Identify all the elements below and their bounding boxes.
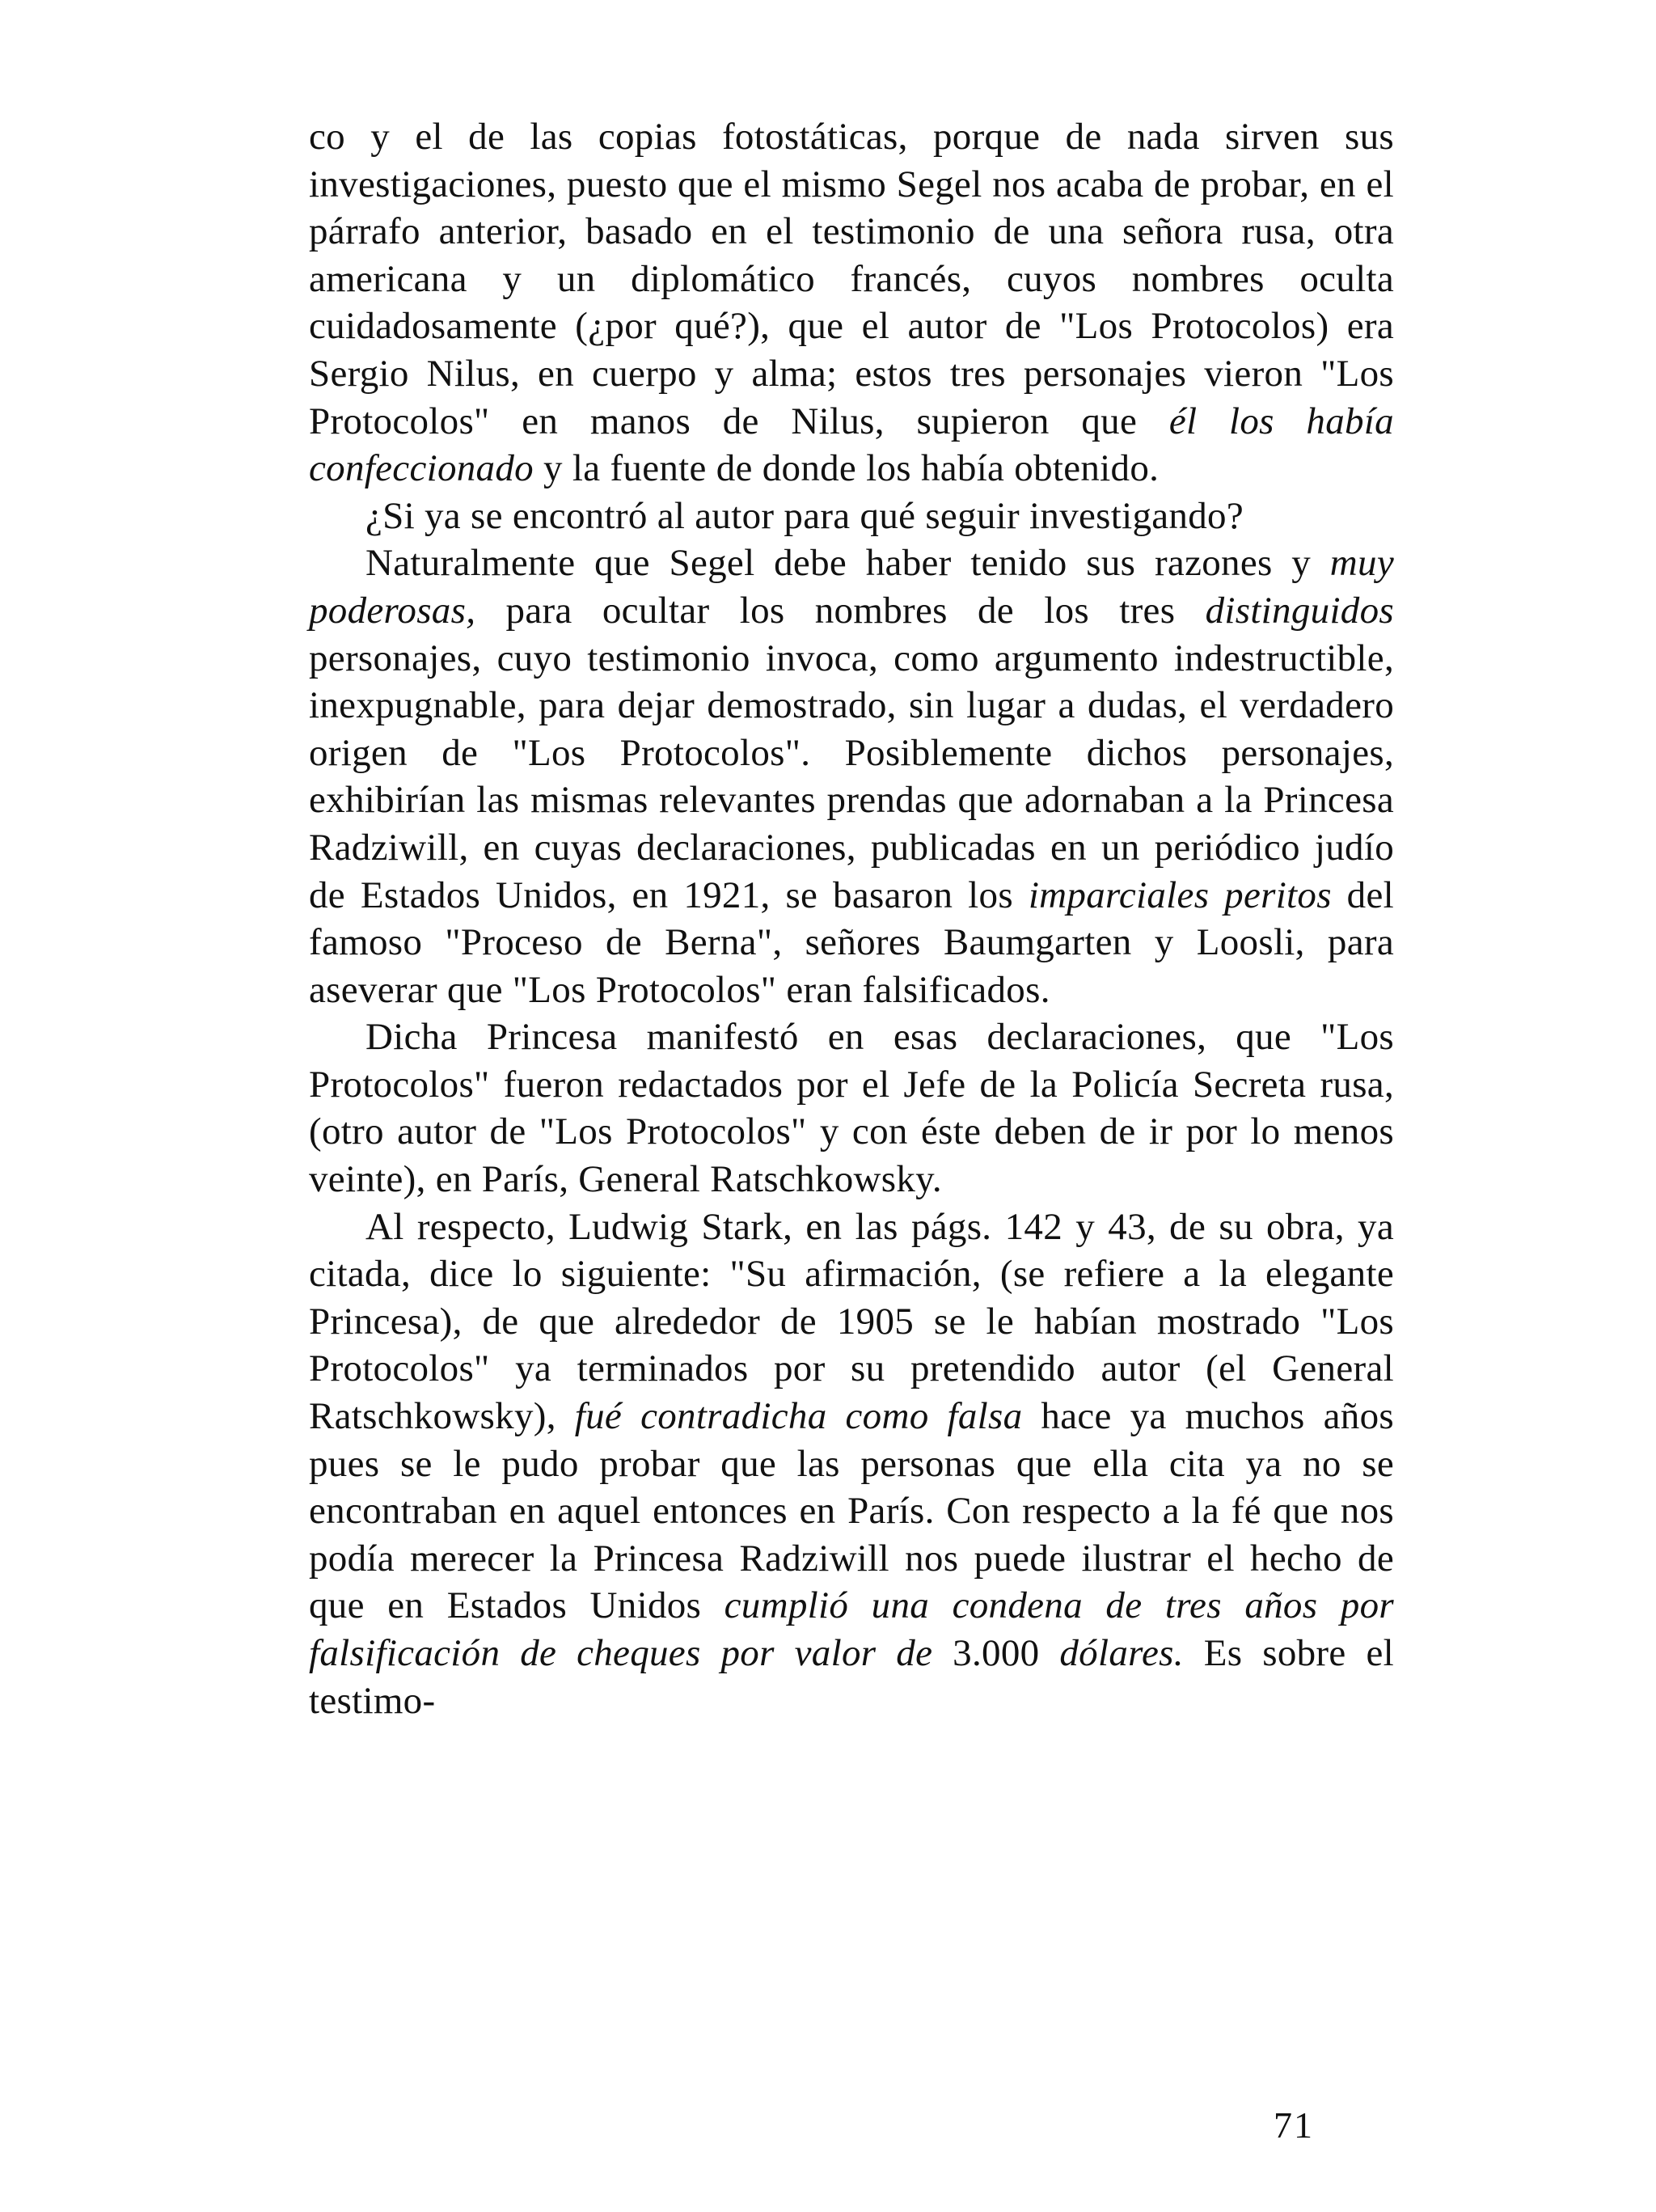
paragraph-3-text-4: del famoso "Proceso de Berna", señores Baumgarten y Loosli, para aseverar que "Los Protocolos" eran falsificados. bbox=[309, 873, 1394, 1011]
paragraph-5-italic-3: dólares. bbox=[1059, 1632, 1184, 1674]
paragraph-5-italic-1: fué contradicha como falsa bbox=[574, 1395, 1023, 1438]
paragraph-3-italic-3: imparciales peritos bbox=[1028, 873, 1332, 916]
body-text bbox=[309, 113, 1394, 1724]
paragraph-1-italic-1: él los había confeccionado bbox=[309, 400, 1394, 490]
paragraph-3 bbox=[309, 539, 1394, 1013]
paragraph-3-text-2: para ocultar los nombres de los tres bbox=[475, 589, 1206, 632]
paragraph-5-italic-2: cumplió una condena de tres años por falsificación de cheques por valor de bbox=[309, 1584, 1394, 1674]
paragraph-3-text-3: personajes, cuyo testimonio invoca, como argumento indestructible, inexpugnable, para dejar demostrado, sin lugar a dudas, el verdadero origen de "Los Protocolos". Posiblemente dichos personajes, exhibirían las mismas relevantes prendas que adornaban a la Princesa Radziwill, en cuyas declaraciones, publicadas en un periódico judío de Estados Unidos, en 1921, se basaron los bbox=[309, 637, 1394, 916]
paragraph-3-italic-2: distinguidos bbox=[1205, 589, 1394, 632]
paragraph-1 bbox=[309, 113, 1394, 493]
paragraph-2-text-1: ¿Si ya se encontró al autor para qué seguir investigando? bbox=[365, 494, 1244, 537]
paragraph-5-text-2: hace ya muchos años pues se le pudo probar que las personas que ella cita ya no se encontraban en aquel entonces en París. Con respecto a la fé que nos podía merecer la Princesa Radziwill nos puede ilustrar el hecho de que en Estados Unidos bbox=[309, 1395, 1394, 1627]
paragraph-4-text-1: Dicha Princesa manifestó en esas declaraciones, que "Los Protocolos" fueron redactados por el Jefe de la Policía Secreta rusa, (otro autor de "Los Protocolos" y con éste deben de ir por lo menos veinte), en París, General Ratschkowsky. bbox=[309, 1016, 1394, 1201]
page-number: 71 bbox=[1274, 2104, 1314, 2146]
paragraph-4 bbox=[309, 1013, 1394, 1203]
paragraph-5-text-1: Al respecto, Ludwig Stark, en las págs. 142 y 43, de su obra, ya citada, dice lo siguiente: "Su afirmación, (se refiere a la elegante Princesa), de que alrededor de 1905 se le habían mostrado "Los Protocolos" ya terminados por su pretendido autor (el General Ratschkowsky), bbox=[309, 1205, 1394, 1438]
paragraph-3-italic-1: muy poderosas, bbox=[309, 542, 1394, 632]
paragraph-1-text-2: y la fuente de donde los había obtenido. bbox=[533, 447, 1160, 490]
paragraph-5-text-3: 3.000 bbox=[932, 1632, 1060, 1674]
paragraph-1-text-1: co y el de las copias fotostáticas, porque de nada sirven sus investigaciones, puesto que el mismo Segel nos acaba de probar, en el párrafo anterior, basado en el testimonio de una señora rusa, otra americana y un diplomático francés, cuyos nombres oculta cuidadosamente (¿por qué?), que el autor de "Los Protocolos) era Sergio Nilus, en cuerpo y alma; estos tres personajes vieron "Los Protocolos" en manos de Nilus, supieron que bbox=[309, 116, 1394, 442]
paragraph-5 bbox=[309, 1203, 1394, 1725]
paragraph-5-text-4: Es sobre el testimo- bbox=[309, 1632, 1394, 1722]
paragraph-3-text-1: Naturalmente que Segel debe haber tenido sus razones y bbox=[365, 542, 1330, 585]
paragraph-2 bbox=[309, 493, 1394, 540]
